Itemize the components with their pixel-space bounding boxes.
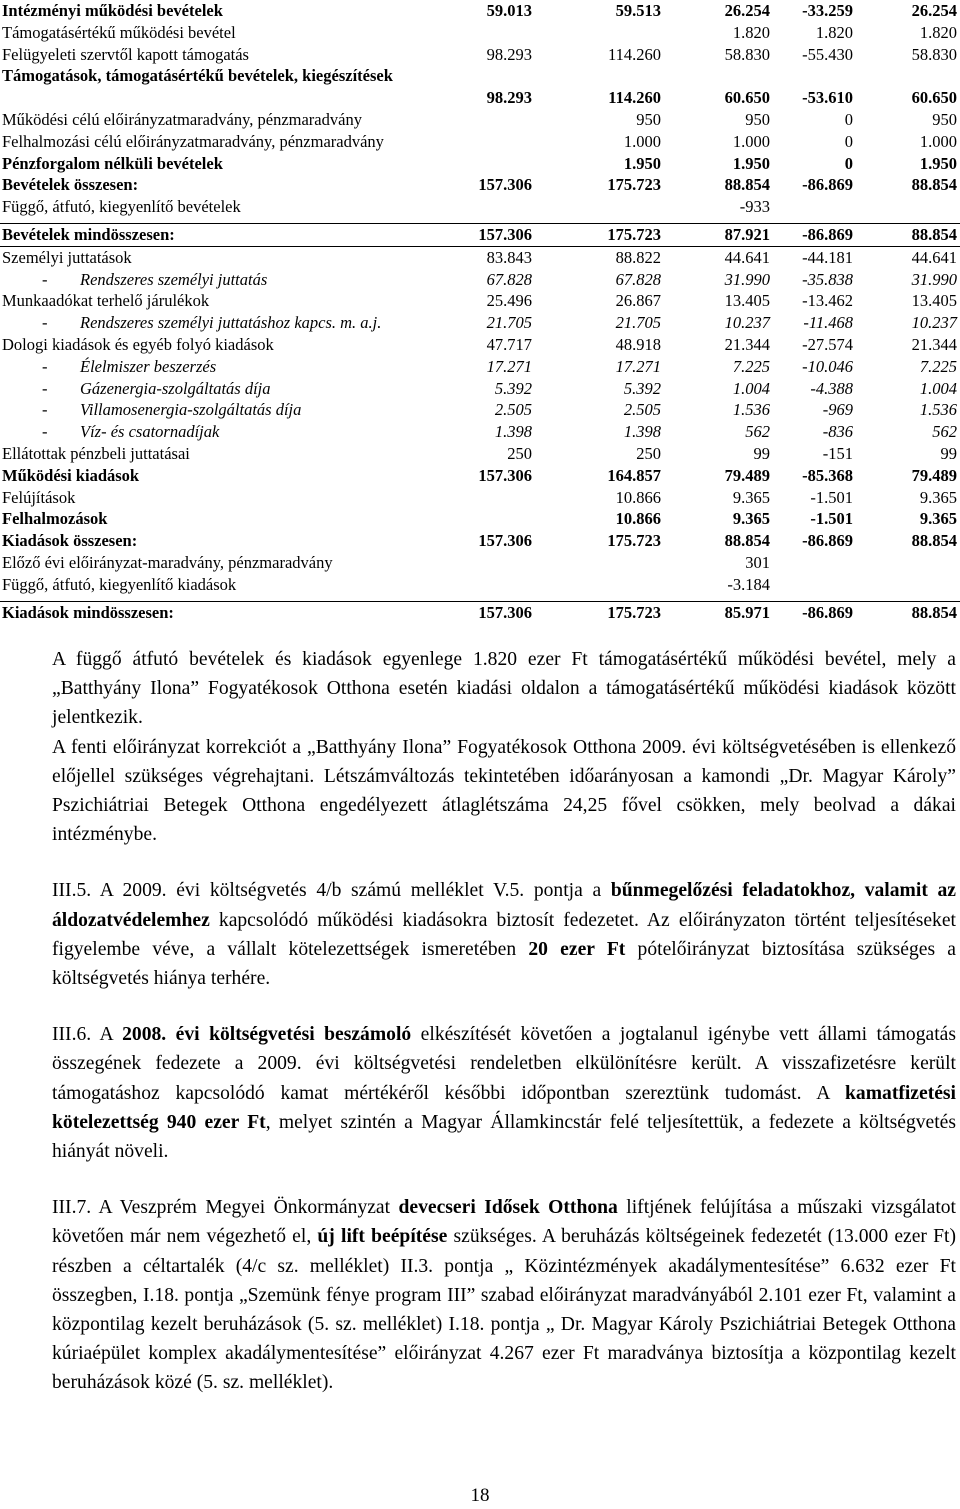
cell: -13.462: [802, 291, 853, 311]
cell: 10.237: [911, 313, 957, 333]
table-row: [0, 65, 960, 109]
page-number: 18: [470, 1485, 490, 1506]
cell: -933: [739, 197, 770, 217]
cell: -151: [822, 443, 853, 463]
table-row: [0, 44, 960, 66]
cell: 98.293: [486, 44, 532, 64]
cell: 562: [745, 422, 770, 442]
row-label: Felhalmozási célú előirányzatmaradvány, pénzmaradvány: [2, 131, 384, 151]
text-run: liftjének felújítása a műszaki vizsgálatot követően már nem végezhető el,: [52, 1197, 957, 1248]
cell: 13.405: [724, 291, 770, 311]
cell: 175.723: [607, 224, 661, 244]
cell: 83.843: [486, 247, 532, 267]
table-row: [0, 465, 960, 487]
table-row: [0, 269, 960, 291]
paragraph: A fenti előirányzat korrekciót a „Batthyány Ilona” Fogyatékosok Otthona 2009. évi költségvetésében is ellenkező előjellel szükséges végrehajtani. Létszámváltozás tekintetében időarányosan a kamondi „Dr. Magyar Károly” Pszichiátriai Betegek Otthona engedélyezett átlaglétszáma 24,25 fővel csökken, mely beolvad a dákai intézménybe.: [52, 736, 956, 846]
budget-table: [0, 0, 960, 623]
row-label: Személyi juttatások: [2, 247, 132, 267]
cell: 5.392: [494, 378, 532, 398]
row-label: Bevételek mindösszesen:: [2, 224, 175, 244]
cell: 0: [844, 109, 853, 129]
emphasis: 20 ezer Ft: [528, 938, 626, 960]
text-run: elkészítését követően a jogtalanul igénybe vett állami támogatás összegének fedezete a 2009. évi költségvetési rendeletben elkülönítésre került. A visszafizetésre került támogatáshoz kapcsolódó kamat mértékéről későbbi időpontban szereztünk tudomást. A: [52, 1024, 956, 1104]
cell: 44.641: [724, 247, 770, 267]
cell: 21.344: [724, 334, 770, 354]
table-row: [0, 0, 960, 22]
table-row: [0, 312, 960, 334]
cell: 87.921: [724, 224, 770, 244]
cell: -53.610: [802, 88, 853, 108]
row-label: Munkaadókat terhelő járulékok: [2, 291, 210, 311]
cell: -86.869: [802, 602, 853, 622]
row-label: Kiadások összesen:: [2, 531, 138, 551]
table-row: [0, 290, 960, 312]
cell: 31.990: [724, 269, 770, 289]
text-run: szükséges. A beruházás költségeinek fedezetét (13.000 ezer Ft) részben a céltartalék (4/c sz. melléklet) II.3. pontja „ Közintézmények akadálymentesítése” 6.632 ezer Ft összegben, I.18. pontja „Szemünk fénye program III” szabad előirányzat maradványából 2.101 ezer Ft, valamint a központilag kezelt beruházások (5. sz. melléklet) I.18. pontja „ Dr. Magyar Károly Pszichiátriai Betegek Otthona kúriaépület komplex akadálymentesítése” előirányzat 4.267 ezer Ft maradványa biztosítja a központilag kezelt beruházások közé (5. sz. melléklet).: [52, 1226, 956, 1394]
cell: 98.293: [486, 88, 532, 108]
row-label: Élelmiszer beszerzés: [80, 356, 217, 376]
cell: 950: [932, 109, 957, 129]
cell: 1.398: [623, 422, 661, 442]
cell: 164.857: [607, 465, 661, 485]
cell: 88.854: [911, 602, 957, 622]
cell: 79.489: [724, 465, 770, 485]
cell: 85.971: [724, 602, 770, 622]
section-iii-5: [52, 876, 956, 993]
cell: 1.000: [732, 131, 770, 151]
cell: 1.536: [732, 400, 770, 420]
cell: -35.838: [802, 269, 853, 289]
cell: 157.306: [478, 465, 532, 485]
table-row: [0, 399, 960, 421]
table-row: [0, 223, 960, 246]
dash-marker: -: [42, 356, 48, 376]
cell: 58.830: [911, 44, 957, 64]
cell: 7.225: [919, 356, 957, 376]
table-row: [0, 378, 960, 400]
cell: 1.398: [494, 422, 532, 442]
table-row: [0, 109, 960, 131]
cell: 21.705: [615, 313, 661, 333]
row-label: Függő, átfutó, kiegyenlítő bevételek: [2, 197, 241, 217]
cell: 59.513: [615, 1, 661, 20]
text-run: III.5. A 2009. évi költségvetés 4/b számú melléklet V.5. pontja a: [52, 880, 611, 902]
text-run: III.6. A: [52, 1024, 123, 1046]
emphasis: bűnmegelőzési feladatokhoz, valamit az áldozatvédelemhez: [52, 880, 956, 931]
cell: 1.950: [919, 153, 957, 173]
table-row: [0, 153, 960, 175]
cell: 114.260: [608, 88, 661, 108]
cell: -27.574: [802, 334, 853, 354]
cell: -3.184: [727, 574, 770, 594]
row-label: Villamosenergia-szolgáltatás díja: [80, 400, 302, 420]
cell: 31.990: [911, 269, 957, 289]
cell: 44.641: [911, 247, 957, 267]
cell: 10.237: [724, 313, 770, 333]
row-label: Támogatások, támogatásértékű bevételek, kiegészítések: [2, 66, 393, 86]
cell: -10.046: [802, 356, 853, 376]
cell: 1.536: [919, 400, 957, 420]
cell: 0: [844, 131, 853, 151]
dash-marker: -: [42, 313, 48, 333]
cell: 88.854: [911, 224, 957, 244]
cell: 21.344: [911, 334, 957, 354]
dash-marker: -: [42, 378, 48, 398]
cell: 157.306: [478, 602, 532, 622]
row-label: Függő, átfutó, kiegyenlítő kiadások: [2, 574, 237, 594]
cell: 26.867: [615, 291, 661, 311]
table-row: [0, 552, 960, 574]
table-row: [0, 356, 960, 378]
cell: 60.650: [724, 88, 770, 108]
row-label: Bevételek összesen:: [2, 175, 139, 195]
table-row: [0, 530, 960, 552]
cell: -86.869: [802, 224, 853, 244]
cell: 1.004: [732, 378, 770, 398]
table-row: [0, 334, 960, 356]
text-run: kapcsolódó működési kiadásokra biztosít fedezetet. Az előirányzaton történt teljesítéseket figyelembe véve, a vállalt kötelezettségek ismeretében: [52, 909, 956, 960]
cell: 25.496: [486, 291, 532, 311]
cell: 9.365: [919, 487, 957, 507]
table-row: [0, 246, 960, 269]
cell: 9.365: [732, 509, 770, 529]
cell: 950: [745, 109, 770, 129]
cell: -86.869: [802, 531, 853, 551]
cell: -55.430: [802, 44, 853, 64]
table-row: [0, 487, 960, 509]
cell: 157.306: [478, 531, 532, 551]
cell: 10.866: [615, 509, 661, 529]
cell: 1.000: [919, 131, 957, 151]
cell: 1.820: [815, 22, 853, 42]
emphasis: új lift beépítése: [317, 1226, 448, 1248]
body-text: [52, 645, 956, 1398]
row-label: Intézményi működési bevételek: [2, 1, 223, 20]
cell: -44.181: [802, 247, 853, 267]
cell: 67.828: [486, 269, 532, 289]
cell: 67.828: [615, 269, 661, 289]
cell: 114.260: [607, 44, 661, 64]
cell: 48.918: [615, 334, 661, 354]
cell: 9.365: [732, 487, 770, 507]
cell: 58.830: [724, 44, 770, 64]
table-row: [0, 508, 960, 530]
cell: 950: [636, 109, 661, 129]
cell: 47.717: [486, 334, 532, 354]
cell: 0: [844, 153, 853, 173]
cell: 88.822: [615, 247, 661, 267]
cell: 99: [753, 443, 770, 463]
row-label: Kiadások mindösszesen:: [2, 602, 174, 622]
cell: 175.723: [607, 531, 661, 551]
table-row: [0, 131, 960, 153]
cell: 9.365: [919, 509, 957, 529]
row-label: Víz- és csatornadíjak: [80, 422, 220, 442]
cell: 301: [745, 552, 770, 572]
cell: 250: [507, 443, 532, 463]
table-row: [0, 601, 960, 624]
cell: -1.501: [810, 487, 853, 507]
dash-marker: -: [42, 269, 48, 289]
cell: -969: [822, 400, 853, 420]
emphasis: devecseri Idősek Otthona: [398, 1197, 618, 1219]
row-label: Működési célú előirányzatmaradvány, pénzmaradvány: [2, 109, 362, 129]
cell: 13.405: [911, 291, 957, 311]
cell: 157.306: [478, 224, 532, 244]
section-iii-6: [52, 1020, 956, 1166]
cell: 26.254: [724, 1, 770, 20]
cell: 10.866: [615, 487, 661, 507]
cell: 88.854: [911, 175, 957, 195]
row-label: Felhalmozások: [2, 509, 108, 529]
cell: 1.950: [623, 153, 661, 173]
row-label: Gázenergia-szolgáltatás díja: [80, 378, 271, 398]
cell: -4.388: [810, 378, 853, 398]
cell: -33.259: [802, 1, 853, 20]
cell: 2.505: [623, 400, 661, 420]
cell: 2.505: [494, 400, 532, 420]
cell: 1.000: [623, 131, 661, 151]
cell: -1.501: [810, 509, 853, 529]
cell: 175.723: [607, 602, 661, 622]
row-label: Előző évi előirányzat-maradvány, pénzmaradvány: [2, 552, 333, 572]
emphasis: kamatfizetési kötelezettség 940 ezer Ft: [52, 1082, 956, 1133]
dash-marker: -: [42, 400, 48, 420]
table-row: [0, 22, 960, 44]
cell: 250: [636, 443, 661, 463]
row-label: Működési kiadások: [2, 465, 140, 485]
table-row: [0, 443, 960, 465]
text-run: pótelőirányzat biztosítása szükséges a költségvetés hiánya terhére.: [52, 938, 956, 990]
section-iii-7: [52, 1193, 956, 1397]
cell: 1.820: [732, 22, 770, 42]
row-label: Pénzforgalom nélküli bevételek: [2, 153, 223, 173]
cell: 79.489: [911, 465, 957, 485]
table-row: [0, 196, 960, 218]
row-label: Ellátottak pénzbeli juttatásai: [2, 443, 190, 463]
table-row: [0, 174, 960, 196]
row-label: Támogatásértékű működési bevétel: [2, 22, 236, 42]
table-row: [0, 574, 960, 596]
cell: 7.225: [732, 356, 770, 376]
cell: -86.869: [802, 175, 853, 195]
cell: 1.820: [919, 22, 957, 42]
cell: 157.306: [478, 175, 532, 195]
cell: 26.254: [911, 1, 957, 20]
emphasis: 2008. évi költségvetési beszámoló: [122, 1024, 412, 1046]
cell: 5.392: [623, 378, 661, 398]
paragraph: A függő átfutó bevételek és kiadások egyenlege 1.820 ezer Ft támogatásértékű működési bevétel, mely a „Batthyány Ilona” Fogyatékosok Otthona esetén kiadási oldalon a támogatásértékű működési kiadások között jelentkezik.: [52, 649, 956, 729]
cell: 88.854: [911, 531, 957, 551]
cell: 1.004: [919, 378, 957, 398]
cell: 88.854: [724, 531, 770, 551]
cell: 17.271: [615, 356, 661, 376]
cell: 21.705: [486, 313, 532, 333]
cell: 99: [940, 443, 957, 463]
row-label: Felügyeleti szervtől kapott támogatás: [2, 44, 249, 64]
cell: 562: [932, 422, 957, 442]
row-label: Rendszeres személyi juttatás: [80, 269, 268, 289]
cell: -11.468: [803, 313, 853, 333]
cell: -836: [822, 422, 853, 442]
row-label: Dologi kiadások és egyéb folyó kiadások: [2, 334, 274, 354]
text-run: III.7. A Veszprém Megyei Önkormányzat: [52, 1197, 399, 1219]
cell: 60.650: [911, 88, 957, 108]
cell: -85.368: [802, 465, 853, 485]
row-label: Rendszeres személyi juttatáshoz kapcs. m. a.j.: [80, 313, 382, 333]
cell: 59.013: [486, 1, 532, 20]
text-run: , melyet szintén a Magyar Államkincstár felé teljesítettük, a fedezete a költségvetés hiányát növeli.: [52, 1111, 957, 1163]
dash-marker: -: [42, 422, 48, 442]
cell: 175.723: [607, 175, 661, 195]
cell: 17.271: [486, 356, 532, 376]
row-label: Felújítások: [2, 487, 76, 507]
cell: 88.854: [724, 175, 770, 195]
table-row: [0, 421, 960, 443]
cell: 1.950: [732, 153, 770, 173]
